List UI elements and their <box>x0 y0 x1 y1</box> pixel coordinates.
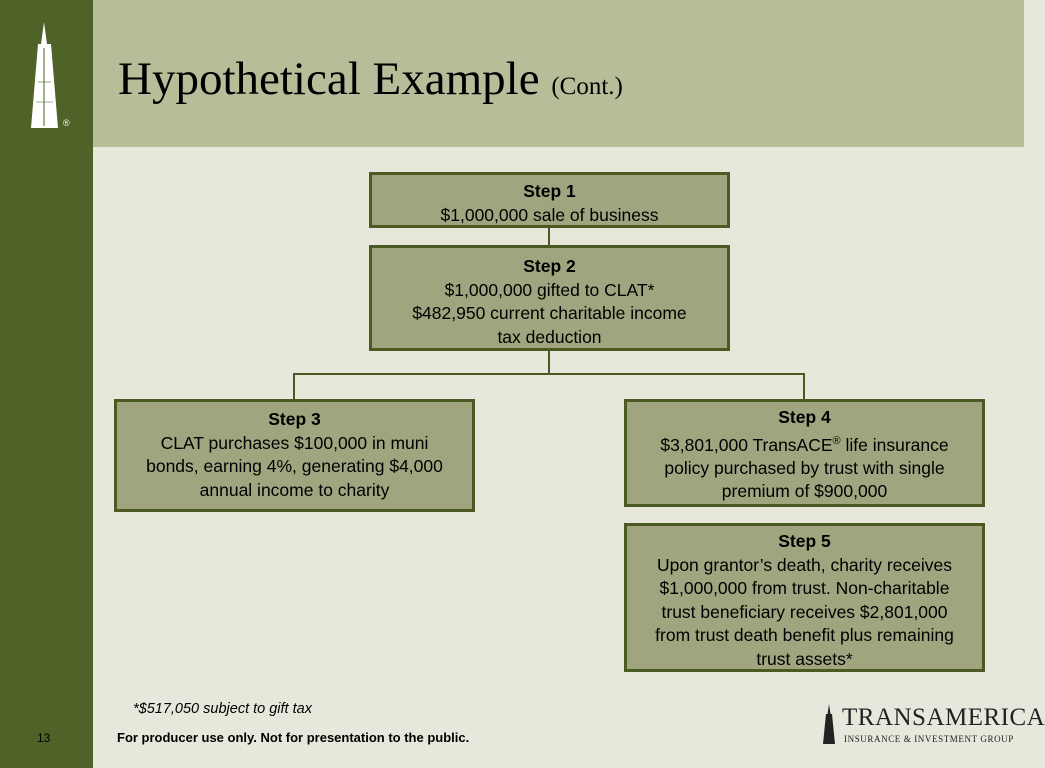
step5-line: trust beneficiary receives $2,801,000 <box>661 601 948 622</box>
step2-line: $482,950 current charitable income <box>412 303 687 323</box>
registered-mark: ® <box>832 434 841 447</box>
slide-title <box>118 52 623 106</box>
step5-line: Upon grantor’s death, charity receives <box>656 554 953 575</box>
step2-box <box>369 245 730 351</box>
pyramid-tower-icon <box>28 22 78 132</box>
step1-box <box>369 172 730 228</box>
pyramid-tower-icon <box>822 704 836 744</box>
connector-to-step3 <box>293 373 295 401</box>
title-suffix: (Cont.) <box>551 73 623 100</box>
step3-line: annual income to charity <box>199 479 390 500</box>
disclaimer: For producer use only. Not for presentation to the public. <box>117 730 470 745</box>
step5-line: $1,000,000 from trust. Non-charitable <box>659 578 950 598</box>
brand-name: TRANSAMERICA <box>842 704 1045 731</box>
brand-logo <box>822 704 1045 748</box>
step4-line: premium of $900,000 <box>721 481 888 502</box>
step3-line: CLAT purchases $100,000 in muni <box>160 432 429 453</box>
step4-line-1 <box>627 430 982 457</box>
step2-line: $1,000,000 gifted to CLAT* <box>444 279 655 300</box>
footnote: *$517,050 subject to gift tax <box>133 701 312 717</box>
step2-line: tax deduction <box>497 326 602 347</box>
registered-mark: ® <box>63 118 70 128</box>
connector-horizontal <box>293 373 805 375</box>
step4-line-1-pre: $3,801,000 TransACE <box>660 434 833 455</box>
step3-line: bonds, earning 4%, generating $4,000 <box>146 456 443 476</box>
step4-line: policy purchased by trust with single <box>664 457 945 478</box>
step4-box <box>624 399 985 507</box>
left-sidebar-band <box>0 0 93 768</box>
connector-step1-step2 <box>548 226 550 247</box>
title-main: Hypothetical Example <box>118 53 540 105</box>
step5-label: Step 5 <box>778 531 831 551</box>
step2-label: Step 2 <box>523 256 576 276</box>
step3-box <box>114 399 475 512</box>
step1-label: Step 1 <box>523 181 576 201</box>
brand-tagline: INSURANCE & INVESTMENT GROUP <box>844 734 1014 744</box>
step3-label: Step 3 <box>268 409 321 429</box>
step5-box <box>624 523 985 672</box>
step5-line: trust assets* <box>756 648 853 669</box>
step5-line: from trust death benefit plus remaining <box>655 625 954 645</box>
step1-line: $1,000,000 sale of business <box>440 204 659 225</box>
page-number: 13 <box>37 731 51 745</box>
connector-step2-down <box>548 349 550 374</box>
step4-label: Step 4 <box>778 407 831 427</box>
connector-to-step4 <box>803 373 805 401</box>
step4-line-1-post: life insurance <box>840 434 949 455</box>
